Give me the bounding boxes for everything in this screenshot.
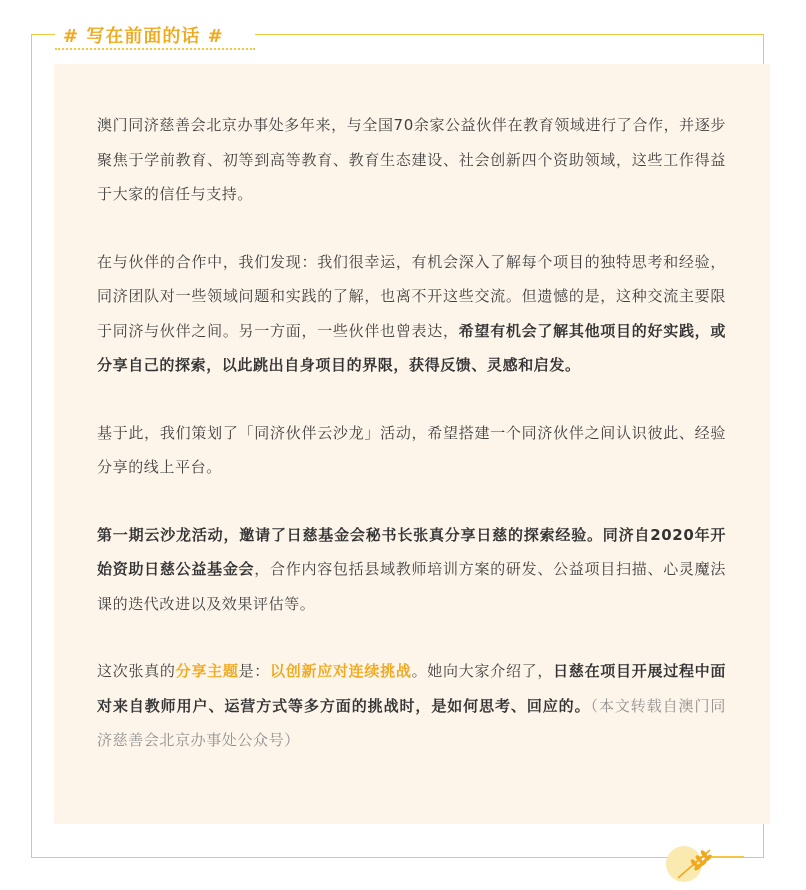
wheat-icon bbox=[664, 842, 726, 884]
paragraph-5-text-c: 是： bbox=[238, 662, 271, 680]
section-header bbox=[55, 22, 255, 50]
section-title: # 写在前面的话 # bbox=[63, 26, 224, 47]
paragraph-5 bbox=[97, 654, 726, 758]
paragraph-3-text: 基于此，我们策划了「同济伙伴云沙龙」活动，希望搭建一个同济伙伴之间认识彼此、经验分享的线上平台。 bbox=[97, 423, 726, 476]
paragraph-5-bold: 日慈在项目开展过程中面对来自教师用户、运营方式等多方面的挑战时，是如何思考、回应的。 bbox=[97, 662, 726, 715]
share-topic-title: 以创新应对连续挑战 bbox=[270, 662, 412, 680]
source-note: （本文转载自澳门同济慈善会北京办事处公众号） bbox=[97, 696, 726, 749]
paragraph-3 bbox=[97, 416, 726, 485]
paragraph-4-text: ，合作内容包括县域教师培训方案的研发、公益项目扫描、心灵魔法课的迭代改进以及效果评估等。 bbox=[97, 560, 726, 613]
paragraph-1 bbox=[97, 108, 726, 212]
paragraph-2-text: 在与伙伴的合作中，我们发现：我们很幸运，有机会深入了解每个项目的独特思考和经验，同济团队对一些领域问题和实践的了解，也离不开这些交流。但遗憾的是，这种交流主要限于同济与伙伴之间。另一方面，一些伙伴也曾表达， bbox=[97, 252, 726, 340]
article-panel bbox=[54, 64, 770, 824]
paragraph-4-bold: 第一期云沙龙活动，邀请了日慈基金会秘书长张真分享日慈的探索经验。同济自2020年开始资助日慈公益基金会 bbox=[97, 525, 726, 578]
paragraph-1-text: 澳门同济慈善会北京办事处多年来，与全国70余家公益伙伴在教育领域进行了合作，并逐步聚焦于学前教育、初等到高等教育、教育生态建设、社会创新四个资助领域，这些工作得益于大家的信任与支持。 bbox=[97, 116, 726, 203]
paragraph-4 bbox=[97, 518, 726, 622]
share-topic-label: 分享主题 bbox=[175, 662, 239, 680]
paragraph-5-text-e: 。她向大家介绍了， bbox=[411, 662, 554, 680]
paragraph-2 bbox=[97, 245, 726, 383]
paragraph-5-text-a: 这次张真的 bbox=[97, 662, 176, 680]
paragraph-2-bold: 希望有机会了解其他项目的好实践，或分享自己的探索，以此跳出自身项目的界限，获得反馈、灵感和启发。 bbox=[97, 321, 726, 374]
